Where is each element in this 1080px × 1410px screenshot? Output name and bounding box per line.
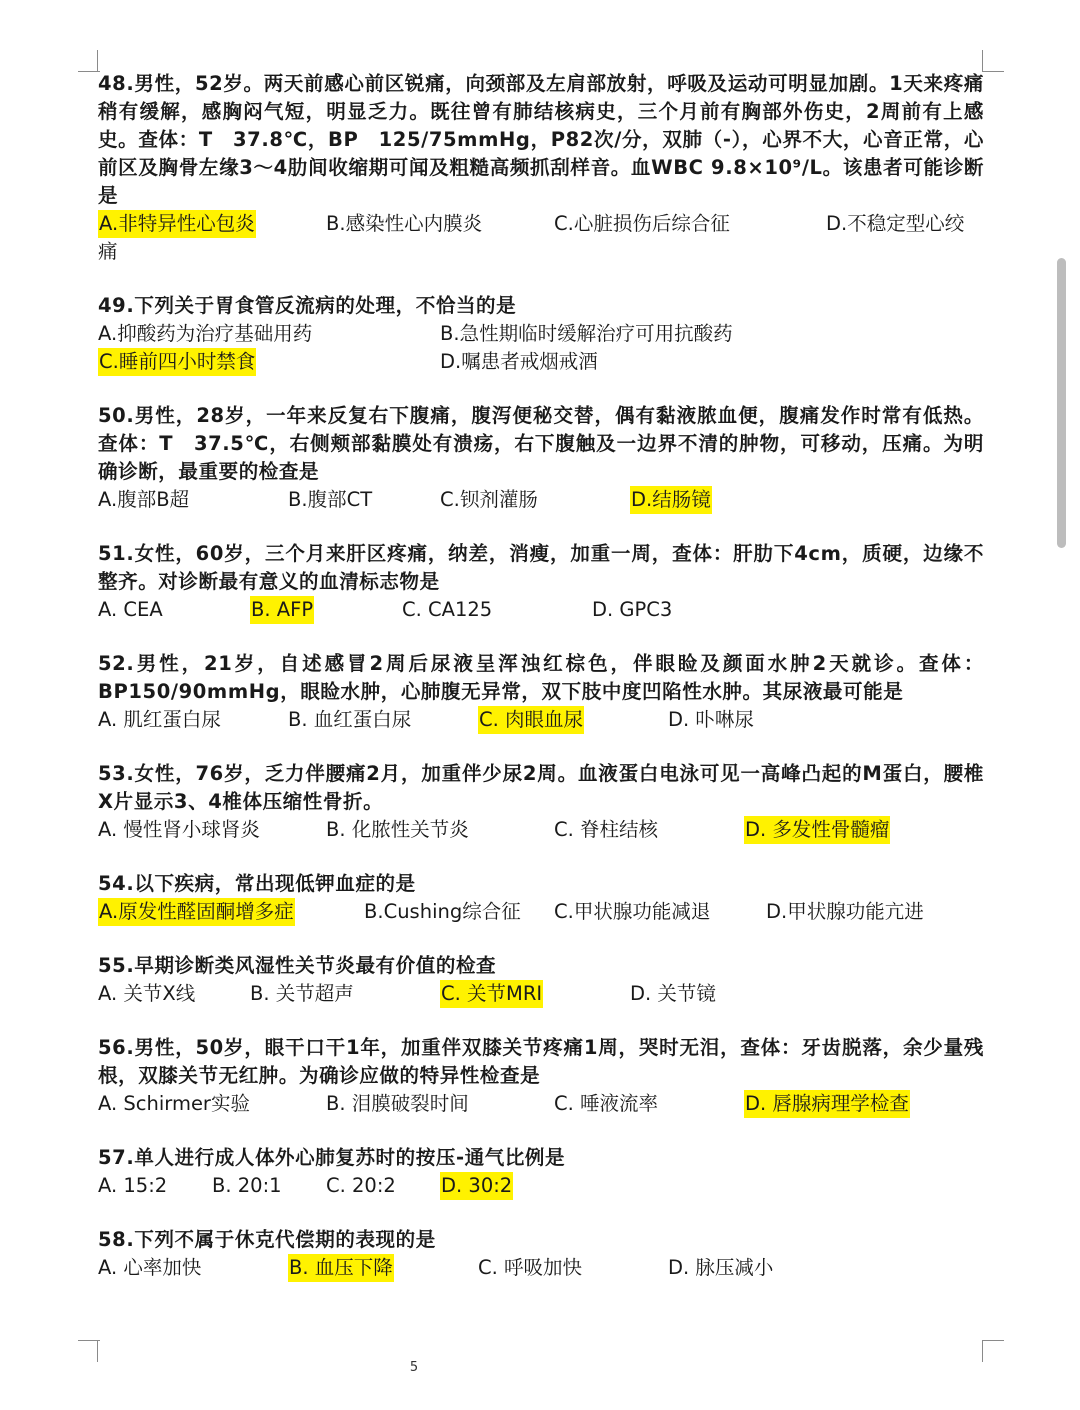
options-row xyxy=(98,1254,984,1282)
question-stem: 54.以下疾病，常出现低钾血症的是 xyxy=(98,872,416,895)
options-row xyxy=(98,210,984,238)
option-a-answer[interactable]: A.非特异性心包炎 xyxy=(98,210,256,238)
options-row xyxy=(98,348,984,376)
option-a-answer[interactable]: A.原发性醛固酮增多症 xyxy=(98,898,295,926)
options-row xyxy=(98,980,984,1008)
option-b[interactable]: B.Cushing综合征 xyxy=(364,900,521,923)
options-row xyxy=(98,898,984,926)
page-number: 5 xyxy=(409,1360,419,1375)
option-a[interactable]: A. 肌红蛋白尿 xyxy=(98,708,221,731)
question-stem: 51.女性，60岁，三个月来肝区疼痛，纳差，消瘦，加重一周，查体：肝肋下4cm，质硬，边缘不整齐。对诊断最有意义的血清标志物是 xyxy=(98,542,984,593)
question-55 xyxy=(98,952,984,1008)
scrollbar-thumb[interactable] xyxy=(1057,258,1066,548)
options-row xyxy=(98,486,984,514)
option-c-answer[interactable]: C. 关节MRI xyxy=(440,980,543,1008)
question-stem: 49.下列关于胃食管反流病的处理，不恰当的是 xyxy=(98,294,517,317)
option-b[interactable]: B. 化脓性关节炎 xyxy=(326,818,469,841)
option-b-answer[interactable]: B. 血压下降 xyxy=(288,1254,394,1282)
option-c-answer[interactable]: C. 肉眼血尿 xyxy=(478,706,584,734)
question-56 xyxy=(98,1034,984,1118)
question-53 xyxy=(98,760,984,844)
question-stem: 48.男性，52岁。两天前感心前区锐痛，向颈部及左肩部放射，呼吸及运动可明显加剧。1天来疼痛稍有缓解，感胸闷气短，明显乏力。既往曾有肺结核病史，三个月前有胸部外伤史，2周前有上感史。查体：T 37.8℃，BP 125/75mmHg，P82次/分，双肺（-），心界不大，心音正常，心前区及胸骨左缘3～4肋间收缩期可闻及粗糙高频抓刮样音。血WBC 9.8×10⁹/L。该患者可能诊断是 xyxy=(98,72,984,207)
option-c[interactable]: C. 唾液流率 xyxy=(554,1092,659,1115)
options-row xyxy=(98,320,984,348)
option-d-answer[interactable]: D. 多发性骨髓瘤 xyxy=(744,816,890,844)
option-d-answer[interactable]: D. 30:2 xyxy=(440,1172,513,1200)
option-b[interactable]: B. 血红蛋白尿 xyxy=(288,708,412,731)
option-a[interactable]: A.抑酸药为治疗基础用药 xyxy=(98,322,313,345)
question-49 xyxy=(98,292,984,376)
option-a[interactable]: A. 关节X线 xyxy=(98,982,196,1005)
options-row xyxy=(98,706,984,734)
option-d[interactable]: D.嘱患者戒烟戒酒 xyxy=(440,350,598,373)
option-d-answer[interactable]: D.结肠镜 xyxy=(630,486,712,514)
option-a[interactable]: A. 15:2 xyxy=(98,1174,168,1197)
option-b[interactable]: B. 20:1 xyxy=(212,1174,282,1197)
options-row xyxy=(98,1090,984,1118)
option-a[interactable]: A.腹部B超 xyxy=(98,488,190,511)
question-51 xyxy=(98,540,984,624)
question-57 xyxy=(98,1144,984,1200)
option-a[interactable]: A. CEA xyxy=(98,598,163,621)
option-c[interactable]: C. 脊柱结核 xyxy=(554,818,659,841)
option-b[interactable]: B. 泪膜破裂时间 xyxy=(326,1092,469,1115)
option-d[interactable]: D. 脉压减小 xyxy=(668,1256,774,1279)
options-row xyxy=(98,1172,984,1200)
option-d-continuation: 痛 xyxy=(98,240,118,263)
option-c-answer[interactable]: C.睡前四小时禁食 xyxy=(98,348,256,376)
question-stem: 55.早期诊断类风湿性关节炎最有价值的检查 xyxy=(98,954,497,977)
question-50 xyxy=(98,402,984,514)
option-d-answer[interactable]: D. 唇腺病理学检查 xyxy=(744,1090,910,1118)
option-c[interactable]: C.心脏损伤后综合征 xyxy=(554,212,730,235)
option-d[interactable]: D. GPC3 xyxy=(592,598,673,621)
question-54 xyxy=(98,870,984,926)
option-a[interactable]: A. 心率加快 xyxy=(98,1256,202,1279)
option-b-answer[interactable]: B. AFP xyxy=(250,596,314,624)
options-row xyxy=(98,596,984,624)
option-a[interactable]: A. 慢性肾小球肾炎 xyxy=(98,818,260,841)
option-d[interactable]: D.甲状腺功能亢进 xyxy=(766,900,924,923)
question-58 xyxy=(98,1226,984,1282)
options-row xyxy=(98,816,984,844)
option-d[interactable]: D. 关节镜 xyxy=(630,982,716,1005)
option-b[interactable]: B. 关节超声 xyxy=(250,982,354,1005)
question-stem: 56.男性，50岁，眼干口干1年，加重伴双膝关节疼痛1周，哭时无泪，查体：牙齿脱落，余少量残根，双膝关节无红肿。为确诊应做的特异性检查是 xyxy=(98,1036,984,1087)
option-d[interactable]: D. 卟啉尿 xyxy=(668,708,754,731)
option-a[interactable]: A. Schirmer实验 xyxy=(98,1092,250,1115)
question-list xyxy=(98,70,984,1308)
option-b[interactable]: B.急性期临时缓解治疗可用抗酸药 xyxy=(440,322,733,345)
question-48 xyxy=(98,70,984,266)
question-stem: 53.女性，76岁，乏力伴腰痛2月，加重伴少尿2周。血液蛋白电泳可见一高峰凸起的M蛋白，腰椎X片显示3、4椎体压缩性骨折。 xyxy=(98,762,984,813)
question-52 xyxy=(98,650,984,734)
question-stem: 52.男性，21岁，自述感冒2周后尿液呈浑浊红棕色，伴眼睑及颜面水肿2天就诊。查体：BP150/90mmHg，眼睑水肿，心肺腹无异常，双下肢中度凹陷性水肿。其尿液最可能是 xyxy=(98,652,984,703)
question-stem: 58.下列不属于休克代偿期的表现的是 xyxy=(98,1228,436,1251)
option-c[interactable]: C. 20:2 xyxy=(326,1174,396,1197)
option-d[interactable]: D.不稳定型心绞 xyxy=(826,212,965,235)
option-b[interactable]: B.感染性心内膜炎 xyxy=(326,212,483,235)
option-c[interactable]: C.钡剂灌肠 xyxy=(440,488,538,511)
option-c[interactable]: C. 呼吸加快 xyxy=(478,1256,583,1279)
option-c[interactable]: C.甲状腺功能减退 xyxy=(554,900,711,923)
option-b[interactable]: B.腹部CT xyxy=(288,488,373,511)
option-c[interactable]: C. CA125 xyxy=(402,598,493,621)
question-stem: 50.男性，28岁，一年来反复右下腹痛，腹泻便秘交替，偶有黏液脓血便，腹痛发作时常有低热。查体：T 37.5℃，右侧颊部黏膜处有溃疡，右下腹触及一边界不清的肿物，可移动，压痛。为明确诊断，最重要的检查是 xyxy=(98,404,984,483)
question-stem: 57.单人进行成人体外心肺复苏时的按压-通气比例是 xyxy=(98,1146,566,1169)
